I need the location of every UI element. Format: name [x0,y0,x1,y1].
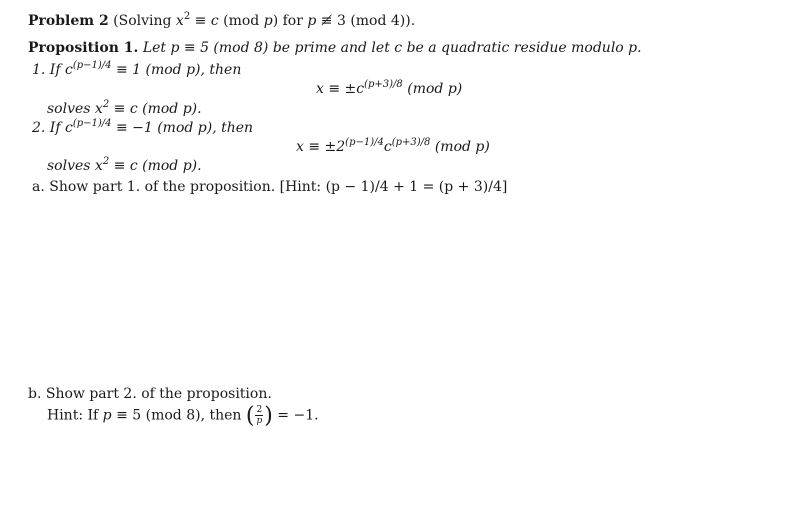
item1-formula [316,80,462,98]
title-var-p: p [263,13,273,29]
title-var-x: x [175,13,184,29]
problem-title-prefix: (Solving [113,13,176,29]
proposition-statement: Let p ≡ 5 (mod 8) be prime and let c be a quadratic residue modulo p. [142,40,642,56]
item2-suffix: ≡ −1 (mod p), then [111,120,254,136]
part-b-question: b. Show part 2. of the proposition. [28,386,272,402]
item1-condition [32,61,241,79]
hint-suffix: = −1. [272,407,319,424]
proposition-heading [28,39,642,57]
item2-solves [47,157,202,175]
item2-formula-exp1: (p−1)/4 [345,137,384,148]
item1-suffix: ≡ 1 (mod p), then [111,62,242,78]
item2-condition [32,119,253,137]
hint-condition: ≡ 5 (mod 8), then [111,407,246,424]
proposition-label: Proposition 1. [28,40,139,56]
hint-prefix: Hint: If [47,407,103,424]
item2-formula-mod: (mod p) [430,139,490,155]
item2-prefix: 2. If c [32,120,73,136]
item1-formula-exp: (p+3)/8 [364,79,403,90]
legendre-symbol [255,405,263,426]
item2-formula-base: x ≡ ±2 [296,139,346,155]
legendre-right-paren: ) [264,403,273,429]
item2-solves-suffix: ≡ c (mod p). [109,158,202,174]
hint-var-p: p [102,407,112,424]
item2-solves-prefix: solves x [47,158,103,174]
title-for: ) for [272,13,308,29]
part-a-question: a. Show part 1. of the proposition. [Hint: (p − 1)/4 + 1 = (p + 3)/4] [32,179,508,195]
problem-title [28,12,415,30]
problem-label: Problem 2 [28,13,109,29]
item2-exp: (p−1)/4 [72,118,112,129]
item1-exp: (p−1)/4 [72,60,112,71]
item2-formula [296,138,490,156]
item2-solves-exp: 2 [102,156,110,167]
item2-formula-c: c [383,139,392,155]
title-mod: (mod [218,13,264,29]
part-b-hint [47,403,319,429]
item1-solves [47,100,202,118]
item1-solves-suffix: ≡ c (mod p). [109,101,202,117]
title-condition: ≢ 3 (mod 4)). [316,13,416,29]
title-congruent: ≡ [190,13,211,29]
item1-formula-base: x ≡ ±c [316,81,365,97]
title-exp: 2 [183,11,191,22]
item2-formula-exp2: (p+3)/8 [391,137,431,148]
item1-solves-prefix: solves x [47,101,103,117]
title-var-p2: p [307,13,317,29]
item1-solves-exp: 2 [102,99,110,110]
item1-formula-mod: (mod p) [402,81,463,97]
title-var-c: c [210,13,219,29]
item1-prefix: 1. If c [32,62,73,78]
legendre-top: 2 [256,405,263,415]
legendre-bottom: p [256,416,263,426]
legendre-left-paren: ( [245,403,255,429]
